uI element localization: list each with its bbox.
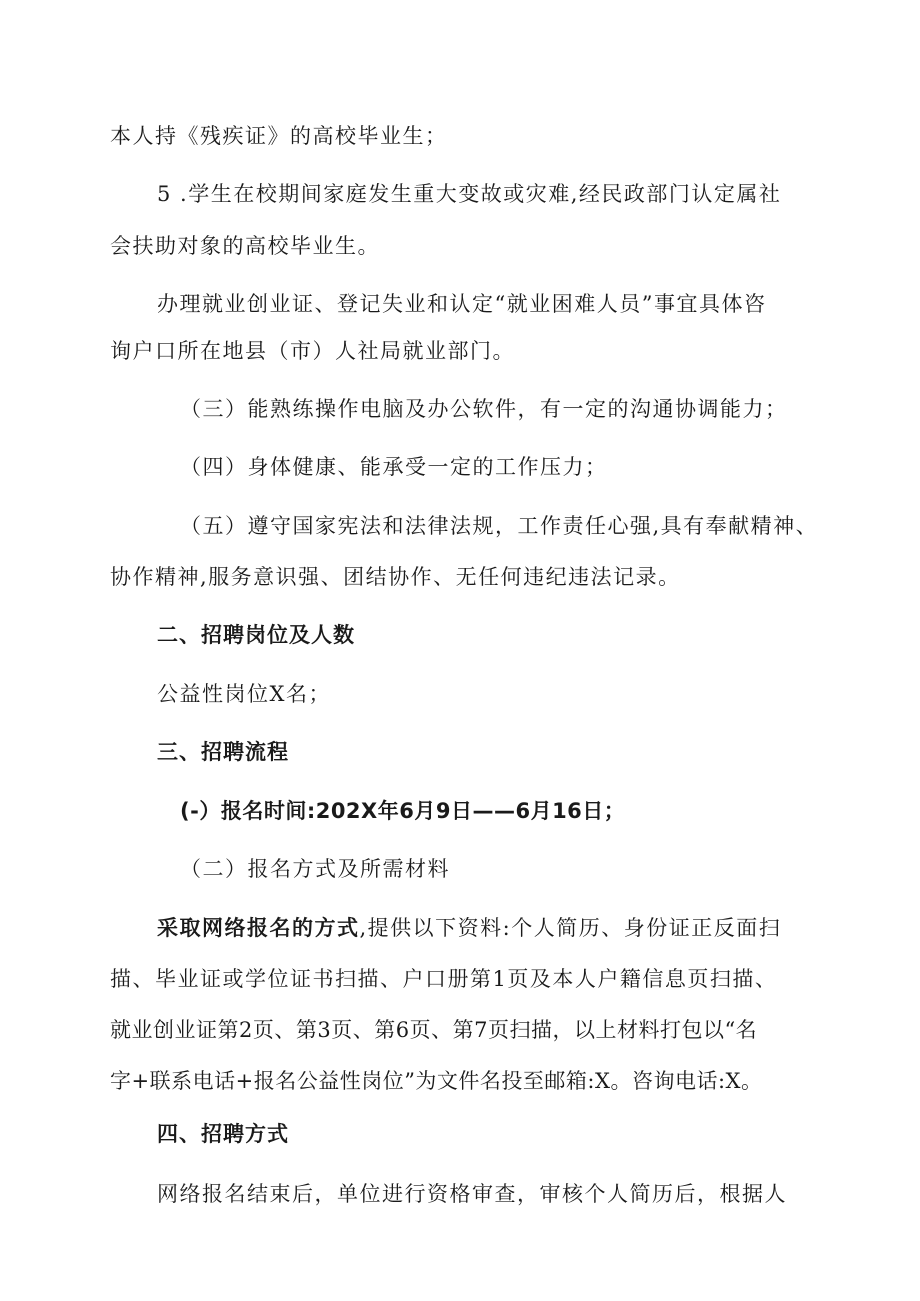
- text-line-20: 网络报名结束后，单位进行资格审查，审核个人简历后，根据人: [157, 1182, 787, 1206]
- requirement-five: （五）遵守国家宪法和法律法规，工作责任心强,具有奉献精神、: [180, 514, 819, 538]
- online-registration-emphasis: 采取网络报名的方式: [157, 916, 360, 940]
- text-line-5: 询户口所在地县（市）人社局就业部门。: [110, 339, 515, 363]
- section-heading-positions: 二、招聘岗位及人数: [157, 623, 355, 647]
- positions-count: 公益性岗位X名；: [157, 682, 331, 706]
- materials-list-start: ,提供以下资料:个人简历、身份证正反面扫: [359, 916, 782, 940]
- text-line-1: 本人持《残疾证》的高校毕业生；: [110, 124, 448, 148]
- text-line-2: 5 .学生在校期间家庭发生重大变故或灾难,经民政部门认定属社: [157, 182, 782, 206]
- registration-method-heading: （二）报名方式及所需材料: [180, 857, 450, 881]
- text-line-15: [157, 914, 781, 942]
- requirement-three: （三）能熟练操作电脑及办公软件，有一定的沟通协调能力；: [180, 397, 788, 421]
- text-line-16: 描、毕业证或学位证书扫描、户口册第1页及本人户籍信息页扫描、: [110, 967, 778, 991]
- text-line-4: 办理就业创业证、登记失业和认定“就业困难人员”事宜具体咨: [157, 292, 767, 316]
- registration-time: (-）报名时间:202X年6月9日——6月16日；: [180, 799, 626, 823]
- text-line-9: 协作精神,服务意识强、团结协作、无任何违纪违法记录。: [110, 565, 681, 589]
- text-line-3: 会扶助对象的高校毕业生。: [110, 234, 380, 258]
- section-heading-method: 四、招聘方式: [157, 1122, 289, 1146]
- section-heading-process: 三、招聘流程: [157, 740, 289, 764]
- text-line-18: 字+联系电话+报名公益性岗位”为文件名投至邮箱:X。咨询电话:X。: [110, 1069, 763, 1093]
- text-line-17: 就业创业证第2页、第3页、第6页、第7页扫描，以上材料打包以“名: [110, 1018, 758, 1042]
- requirement-four: （四）身体健康、能承受一定的工作压力；: [180, 455, 608, 479]
